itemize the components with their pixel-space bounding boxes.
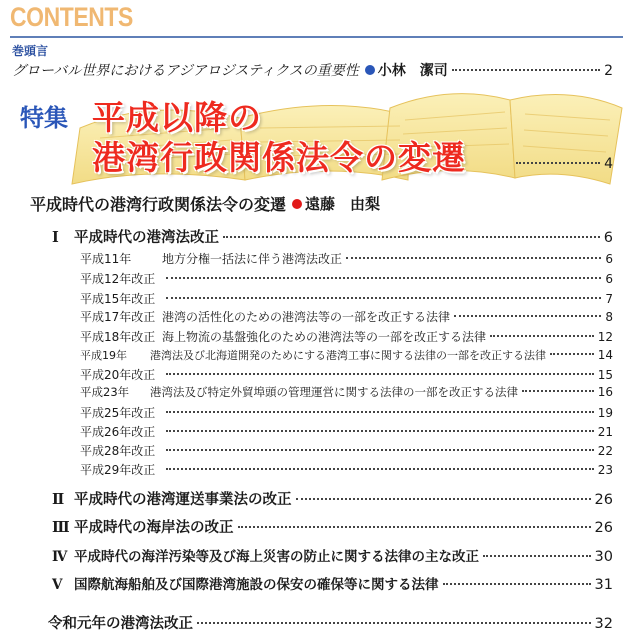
contents-title: CONTENTS <box>10 2 133 32</box>
leader-dots <box>483 555 591 557</box>
sub-text: 港湾の活性化のための港湾法等の一部を改正する法律 <box>162 310 451 324</box>
title-rule <box>10 36 623 38</box>
chapter-title: 国際航海船舶及び国際港湾施設の保安の確保等に関する法律 <box>74 577 439 593</box>
page-number: 26 <box>594 492 613 508</box>
page-number: 15 <box>597 368 613 382</box>
page-number: 31 <box>594 577 613 593</box>
article-title: 平成時代の港湾行政関係法令の変遷 <box>30 195 287 214</box>
sub-entry[interactable] <box>80 366 613 383</box>
sub-year: 平成15年改正 <box>80 292 156 306</box>
page-number: 7 <box>605 292 613 306</box>
sub-entry[interactable] <box>80 461 613 478</box>
sub-entry[interactable] <box>80 290 613 307</box>
page-number: 19 <box>597 406 613 420</box>
bullet-dot-icon <box>365 65 375 75</box>
sub-year: 平成25年改正 <box>80 406 156 420</box>
sub-year: 平成23年 <box>80 385 130 399</box>
sub-year: 平成28年改正 <box>80 444 156 458</box>
page-number: 2 <box>604 63 613 79</box>
leader-dots <box>490 335 594 337</box>
chapter-number: Ⅰ <box>52 229 59 246</box>
chapter-entry[interactable] <box>52 488 613 509</box>
sub-entry[interactable] <box>80 347 613 363</box>
page-number: 4 <box>604 156 613 172</box>
last-title: 令和元年の港湾法改正 <box>48 616 193 632</box>
sub-entry[interactable] <box>80 423 613 440</box>
sub-entry[interactable] <box>80 250 613 267</box>
leader-dots <box>346 257 601 259</box>
sub-year: 平成11年 <box>80 252 132 266</box>
page-number: 6 <box>605 272 613 286</box>
sub-year: 平成12年改正 <box>80 272 156 286</box>
foreword-title: グローバル世界におけるアジアロジスティクスの重要性 <box>12 63 359 79</box>
leader-dots <box>454 315 601 317</box>
chapter-number: Ⅲ <box>52 519 70 536</box>
leader-dots <box>166 430 594 432</box>
feature-entry[interactable] <box>512 156 613 172</box>
leader-dots <box>522 390 594 392</box>
feature-title-line1: 平成以降の <box>92 98 262 137</box>
page-number: 26 <box>594 520 613 536</box>
sub-entry[interactable] <box>80 384 613 400</box>
foreword-author: 小林 潔司 <box>377 63 448 79</box>
page-number: 30 <box>594 549 613 565</box>
leader-dots <box>223 236 600 238</box>
page-number: 32 <box>594 616 613 632</box>
chapter-title: 平成時代の海岸法の改正 <box>74 520 234 536</box>
bullet-dot-icon <box>292 199 302 209</box>
sub-entry[interactable] <box>80 328 613 345</box>
leader-dots <box>443 583 591 585</box>
leader-dots <box>197 622 591 624</box>
page-number: 8 <box>605 310 613 324</box>
leader-dots <box>166 297 601 299</box>
chapter-number: Ⅱ <box>52 491 65 508</box>
leader-dots <box>166 277 601 279</box>
chapter-title: 平成時代の港湾運送事業法の改正 <box>74 492 292 508</box>
page-number: 22 <box>597 444 613 458</box>
chapter-entry[interactable] <box>52 545 613 565</box>
chapter-number: Ⅴ <box>52 577 63 593</box>
leader-dots <box>516 162 600 164</box>
leader-dots <box>166 411 594 413</box>
chapter-title: 平成時代の海洋汚染等及び海上災害の防止に関する法律の主な改正 <box>74 549 479 565</box>
article-author: 遠藤 由梨 <box>305 195 381 213</box>
leader-dots <box>238 526 591 528</box>
chapter-entry[interactable] <box>52 226 613 247</box>
chapter-entry[interactable] <box>52 516 613 537</box>
foreword-label: 巻頭言 <box>12 44 49 58</box>
page-number: 12 <box>597 330 613 344</box>
sub-text: 港湾法及び北海道開発のためにする港湾工事に関する法律の一部を改正する法律 <box>150 349 546 362</box>
sub-year: 平成19年 <box>80 349 127 362</box>
sub-text: 海上物流の基盤強化のための港湾法等の一部を改正する法律 <box>162 330 487 344</box>
sub-entry[interactable] <box>80 404 613 421</box>
chapter-entry[interactable] <box>52 573 613 593</box>
sub-entry[interactable] <box>80 308 613 325</box>
page-number: 6 <box>603 230 613 246</box>
page-number: 6 <box>605 252 613 266</box>
sub-year: 平成20年改正 <box>80 368 156 382</box>
feature-banner <box>10 88 630 188</box>
page-number: 14 <box>597 348 613 362</box>
feature-tag: 特集 <box>20 103 68 132</box>
chapter-number: Ⅳ <box>52 549 68 565</box>
sub-year: 平成26年改正 <box>80 425 156 439</box>
article-title-row[interactable] <box>30 192 380 215</box>
foreword-entry[interactable] <box>12 60 613 80</box>
feature-title-line2: 港湾行政関係法令の変遷 <box>92 138 466 177</box>
sub-year: 平成17年改正 <box>80 310 156 324</box>
page-number: 16 <box>597 385 613 399</box>
leader-dots <box>166 449 594 451</box>
sub-entry[interactable] <box>80 270 613 287</box>
leader-dots <box>550 353 594 355</box>
page-number: 23 <box>597 463 613 477</box>
sub-entry[interactable] <box>80 442 613 459</box>
last-entry[interactable] <box>48 612 613 633</box>
leader-dots <box>166 373 594 375</box>
sub-text: 港湾法及び特定外貿埠頭の管理運営に関する法律の一部を改正する法律 <box>150 385 518 399</box>
leader-dots <box>452 69 600 71</box>
sub-year: 平成18年改正 <box>80 330 156 344</box>
page-number: 21 <box>597 425 613 439</box>
chapter-title: 平成時代の港湾法改正 <box>74 230 219 246</box>
leader-dots <box>296 498 591 500</box>
sub-text: 地方分権一括法に伴う港湾法改正 <box>162 252 343 266</box>
leader-dots <box>166 468 594 470</box>
sub-year: 平成29年改正 <box>80 463 156 477</box>
